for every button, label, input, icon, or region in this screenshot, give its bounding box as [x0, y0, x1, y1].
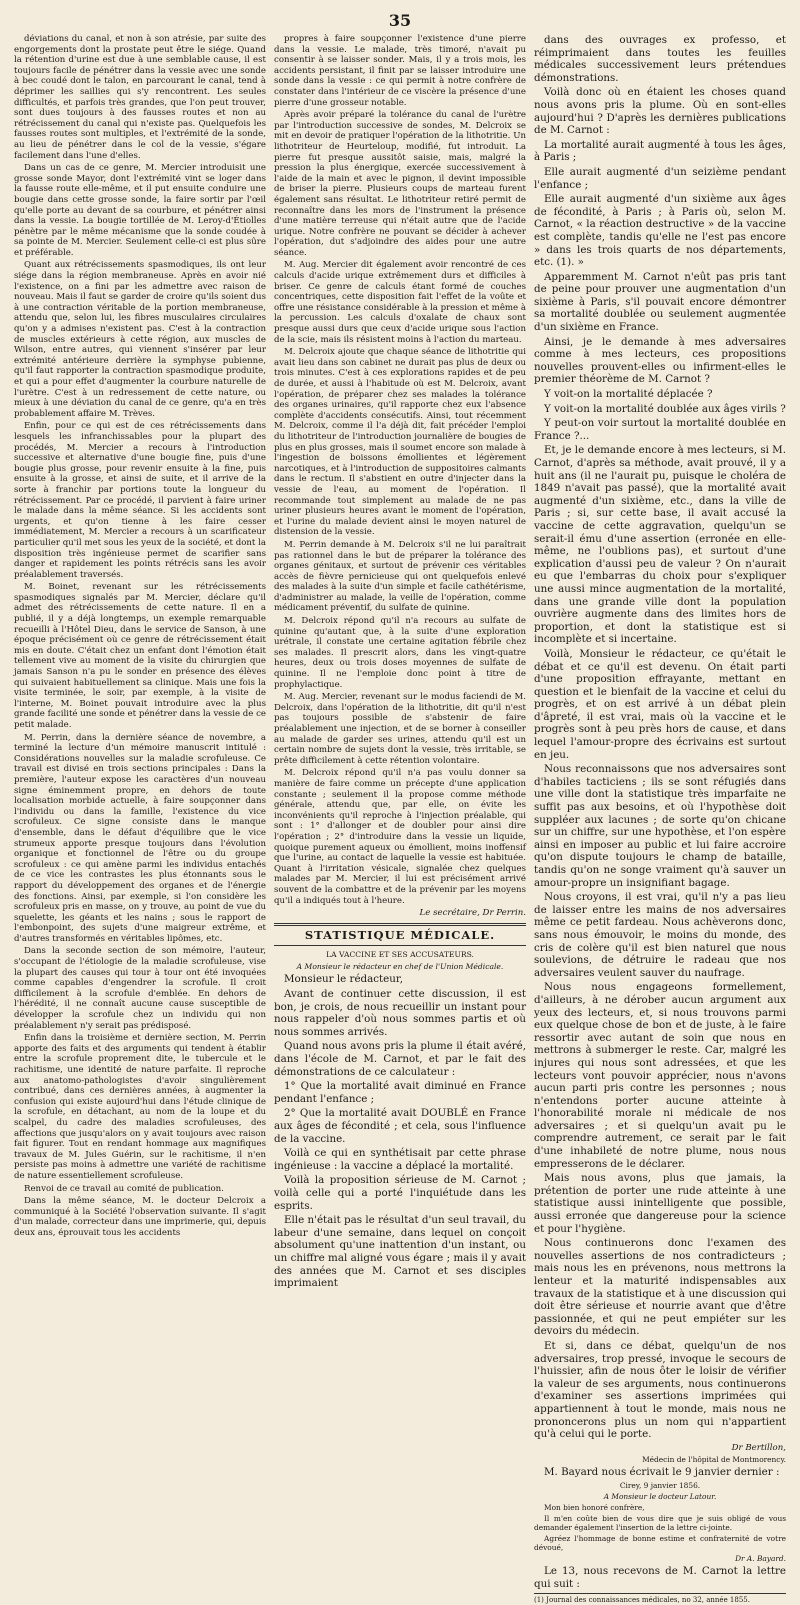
bayard-signature: Dr A. Bayard. [735, 1553, 786, 1563]
paragraph: Avant de continuer cette discussion, il est bon, je crois, de nous recueillir un instant pour nous rappeler d'où nous sommes partis et où nous sommes arrivés. [274, 988, 526, 1038]
paragraph: M. Perrin, dans la dernière séance de novembre, a terminé la lecture d'un mémoire manuscrit intitulé : Considérations nouvelles sur la maladie scrofuleuse. Ce travail est divisé en trois sections principales : Dans la première, l'auteur expose les caractères d'un nouveau signe éminemment propre, en dehors de toute localisation morbide actuelle, à faire soupçonner dans l'individu ou dans la famille, l'existence du vice scrofuleux. Ce signe consiste dans le manque d'ensemble, dans le défaut d'équilibre que le vice strumeux apporte presque toujours dans l'évolution organique et fonctionnel de l'être ou du groupe scrofuleux : ce qui amène parmi les individus entachés de ce vice les contrastes les plus étonnants sous le rapport du développement des organes et de l'énergie des fonctions. Ainsi, par exemple, si l'on considère les scrofuleux pris en masse, on y trouve, au point de vue du squelette, les géants et les nains ; sous le rapport de l'embonpoint, des sujets d'une maigreur extrême, et d'autres transformés en véritables lipômes, etc. [14, 732, 266, 944]
paragraph: Il m'en coûte bien de vous dire que je suis obligé de vous demander également l'insertion de la lettre ci-jointe. [534, 1513, 786, 1532]
paragraph: dans des ouvrages ex professo, et réimprimaient dans toutes les feuilles médicales successivement leurs prétendues démonstrations. [534, 34, 786, 84]
paragraph: Quant aux rétrécissements spasmodiques, ils ont leur siége dans la région membraneuse. Après en avoir nié l'existence, on a fini par les admettre avec raison de nouveau. Mais il faut se garder de croire qu'ils soient dus à une contraction véritable de la portion membraneuse, attendu que, selon lui, les fibres musculaires circulaires qu'on y a admises n'existent pas. C'est à la contraction de muscles extérieurs à cette région, aux muscles de Wilson, entre autres, qui viennent s'insérer par leur extrémité antérieure derrière la symphyse pubienne, qu'il faut rapporter la contraction spasmodique produite, et qui a pour effet d'augmenter la courbure naturelle de l'urètre. C'est à un redressement de cette nature, ou mieux à une déviation du canal de ce genre, qu'a en très probablement affaire M. Trèves. [14, 260, 266, 419]
paragraph: Monsieur le rédacteur, [284, 973, 403, 986]
secretary-signature: Le secrétaire, Dr Perrin. [419, 908, 526, 919]
paragraph: Voilà donc où en étaient les choses quand nous avons pris la plume. Où en sont-elles aujourd'hui ? D'après les dernières publications de M. Carnot : [534, 86, 786, 137]
bertillon-role: Médecin de l'hôpital de Montmorency. [642, 1455, 786, 1465]
paragraph: Renvoi de ce travail au comité de publication. [24, 1183, 224, 1194]
paragraph: Y peut-on voir surtout la mortalité doublée en France ?... [534, 417, 786, 442]
closing-line: Le 13, nous recevons de M. Carnot la lettre qui suit : [534, 1564, 786, 1590]
paragraph: Enfin, pour ce qui est de ces rétrécissements dans lesquels les infranchissables pour la plupart des procédés, M. Mercier a recours à l'introduction successive et alternative d'une bougie fine, puis d'une bougie plus grosse, pour revenir ensuite à la fine, puis ensuite à la grosse, et ainsi de suite, et il arrive de la sorte à franchir par portions toute la longueur du rétrécissement. Par ce procédé, il parvient à faire uriner le malade dans la même séance. Si les accidents sont urgents, et qu'on tienne à les faire cesser immédiatement, M. Mercier a recours à un scarificateur particulier qu'il met sous les yeux de la société, et dont la disposition très ingénieuse permet de scarifier sans danger et rapidement les points rétrécis sans les avoir préalablement traversés. [14, 421, 266, 580]
column-1 [14, 34, 266, 1238]
paragraph: Mais nous avons, plus que jamais, la prétention de porter une rude atteinte à une statistique aussi inintelligente que possible, aussi erronée que dangereuse pour la science et pour l'hygiène. [534, 1172, 786, 1235]
paragraph: Y voit-on la mortalité doublée aux âges virils ? [544, 402, 786, 415]
paragraph: Mon bien honoré confrère, [544, 1502, 645, 1512]
paragraph: Voilà la proposition sérieuse de M. Carnot ; voilà celle qui a porté l'inquiétude dans les esprits. [274, 1174, 526, 1212]
paragraph: Enfin dans la troisième et dernière section, M. Perrin apporte des faits et des arguments qui tendent à établir entre la scrofule proprement dite, le tubercule et le rachitisme, une identité de nature parfaite. Il reproche aux anatomo-pathologistes d'avoir singulièrement contribué, dans ces dernières années, à augmenter la confusion qui existe aujourd'hui dans l'étude clinique de la scrofule, en détachant, au nom de la loupe et du scalpel, du cadre des maladies scrofuleuses, des affections que jusqu'alors on y avait toujours avec raison fait figurer. Tout en rendant hommage aux magnifiques travaux de M. Jules Guérin, sur le rachitisme, il n'en persiste pas moins à admettre une variété de rachitisme de nature essentiellement scrofuleuse. [14, 1033, 266, 1181]
paragraph: Elle n'était pas le résultat d'un seul travail, du labeur d'une semaine, dans lequel on conçoit absolument qu'une inattention d'un instant, ou un chiffre mal aligné vous égare ; mais il y avait des années que M. Carnot et ses disciples imprimaient [274, 1214, 526, 1290]
paragraph: Y voit-on la mortalité déplacée ? [544, 388, 713, 401]
paragraph: M. Delcroix répond qu'il n'a recours au sulfate de quinine qu'autant que, à la suite d'une exploration urétrale, il constate une certaine agitation fébrile chez ses malades. Il prescrit alors, dans les vingt-quatre heures, deux ou trois doses moyennes de sulfate de quinine. Il ne l'emploie donc point à titre de prophylactique. [274, 616, 526, 690]
paragraph: Nous nous engageons formellement, d'ailleurs, à ne dérober aucun argument aux yeux des lecteurs, et, si nous trouvons parmi eux quelque chose de bon et de juste, à le faire ressortir avec autant de soin que nous en mettrons à submerger le reste. Car, malgré les injures qui nous sont adressées, et que les lecteurs vont pouvoir apprécier, nous n'avons aucun parti pris contre les personnes ; nous n'entendons porter aucune atteinte à l'honorabilité morale ni médicale de nos adversaires ; et si quelqu'un avait pu le comprendre autrement, ce serait par le fait d'une inhabileté de notre plume, nous nous empresserons de le déclarer. [534, 981, 786, 1170]
paragraph: Nous croyons, il est vrai, qu'il n'y a pas lieu de laisser entre les mains de nos adversaires même ce petit fardeau. Nous achèverons donc, sans nous émouvoir, le moins du monde, des cris de colère qu'il est bien naturel que nous soulevions, de détruire le radeau que nos adversaires veulent sauver du naufrage. [534, 891, 786, 979]
paragraph: M. Delcroix ajoute que chaque séance de lithotritie qui avait lieu dans son cabinet ne durait pas plus de deux ou trois minutes. C'est à ces explorations rapides et de peu de durée, et aussi à l'habitude où est M. Delcroix, avant l'opération, de préparer chez ses malades la tolérance des organes urinaires, qu'il rapporte chez eux l'absence complète d'accidents consécutifs. Ainsi, tout récemment M. Delcroix, comme il l'a déjà dit, fait précéder l'emploi du lithotriteur de l'introduction journalière de bougies de plus en plus grosses, mais il soumet encore son malade à l'ingestion de boissons émollientes et légèrement narcotiques, et à l'introduction de suppositoires calmants dans le rectum. Il s'abstient en outre d'injecter dans la vessie de l'eau, au moment de l'opération. Il recommande tout simplement au malade de ne pas uriner plusieurs heures avant le moment de l'opération, et l'urine du malade devient ainsi le moyen naturel de distension de la vessie. [274, 347, 526, 538]
page-number: 35 [388, 11, 412, 30]
paragraph: Nous reconnaissons que nos adversaires sont d'habiles tacticiens ; ils se sont réfugiés dans une ville dont la statistique très imparfaite ne suffit pas aux besoins, et où l'hypothèse doit suppléer aux lacunes ; de sorte qu'on chicane sur un chiffre, sur une hypothèse, et l'on espère ainsi en imposer au public et lui faire accroire qu'on dispute toujours le champ de bataille, tandis qu'on ne songe vraiment qu'à sauver un amour-propre un insignifiant bagage. [534, 763, 786, 889]
paragraph: M. Aug. Mercier dit également avoir rencontré de ces calculs d'acide urique extrêmement durs et difficiles à briser. Ce genre de calculs étant formé de couches concentriques, cette disposition fait l'effet de la voûte et offre une résistance considérable à la pression et même à la percussion. Les calculs d'oxalate de chaux sont presque aussi durs que ceux d'acide urique sous l'action de la scie, mais ils résistent moins à l'action du marteau. [274, 260, 526, 345]
paragraph: Elle aurait augmenté d'un seizième pendant l'enfance ; [534, 165, 786, 191]
paragraph: Dans la seconde section de son mémoire, l'auteur, s'occupant de l'étiologie de la maladie scrofuleuse, vise la plupart des causes qui tour à tour ont été invoquées comme capables d'engendrer la scrofule. Il croit difficilement à la scrofule d'emblée. En dehors de l'hérédité, il ne connaît aucune cause susceptible de développer la scrofule chez un individu qui non préalablement n'y serait pas prédisposé. [14, 946, 266, 1031]
paragraph: Après avoir préparé la tolérance du canal de l'urètre par l'introduction successive de sondes, M. Delcroix se mit en devoir de pratiquer l'opération de la lithotritie. Un lithotriteur de Heurteloup, modifié, fut introduit. La pierre fut presque aussitôt saisie, mais, malgré la pression la plus énergique, exercée successivement à l'aide de la main et avec le pignon, il devint impossible de briser la pierre. Plusieurs coups de marteau furent également sans résultat. Le lithotriteur retiré permit de reconnaître dans les mors de l'instrument la présence d'une matière terreuse qui n'était autre que de l'acide urique. Notre confrère ne pouvant se décider à achever l'opération, dut s'adjoindre des aides pour une autre séance. [274, 110, 526, 258]
paragraph: Dans la même séance, M. le docteur Delcroix a communiqué à la Société l'observation suivante. Il s'agit d'un malade, correcteur dans une imprimerie, qui, depuis deux ans, éprouvait tous les accidents [14, 1196, 266, 1238]
paragraph: Nous continuerons donc l'examen des nouvelles assertions de nos contradicteurs ; mais nous les en prévenons, nous mettrons la lenteur et la maturité indispensables aux travaux de la statistique et à une discussion qui doit être sérieuse et nourrie avant que d'être passionnée, et qui ne peut empiéter sur les devoirs du médecin. [534, 1237, 786, 1338]
paragraph: Dans un cas de ce genre, M. Mercier introduisit une grosse sonde Mayor, dont l'extrémité vint se loger dans la fausse route elle-même, et il put ensuite conduire une bougie dans cette grosse sonde, la faire sortir par l'œil qu'elle porte au devant de sa courbure, et pénétrer ainsi dans la vessie. La bougie tortillée de M. Leroy-d'Étiolles pénètre par le même mécanisme que la sonde coudée à sa pointe de M. Mercier. Seulement celle-ci est plus sûre et préférable. [14, 163, 266, 258]
paragraph: Et si, dans ce débat, quelqu'un de nos adversaires, trop pressé, invoque le secours de l'huissier, afin de nous ôter le loisir de vérifier la valeur de ses arguments, nous continuerons d'examiner ses assertions imprimées qui appartiennent à tout le monde, mais nous ne prononcerons plus un nom qui n'appartient qu'à celui qui le porte. [534, 1339, 786, 1441]
paragraph: M. Aug. Mercier, revenant sur le modus faciendi de M. Delcroix, dans l'opération de la lithotritie, dit qu'il n'est pas toujours possible de s'abstenir de faire préalablement une injection, et de se borner à conseiller au malade de garder ses urines, attendu qu'il est un certain nombre de sujets dont la vessie, très irritable, se prête difficilement à cette rétention volontaire. [274, 692, 526, 766]
article-headline: LA VACCINE ET SES ACCUSATEURS. [326, 950, 474, 960]
paragraph: La mortalité aurait augmenté à tous les âges, à Paris ; [534, 138, 786, 164]
title-rule [274, 945, 526, 946]
column-3 [534, 34, 786, 1605]
bertillon-signature: Dr Bertillon, [731, 1442, 786, 1453]
paragraph: Quand nous avons pris la plume il était avéré, dans l'école de M. Carnot, et par le fait des démonstrations de ce calculateur : [274, 1040, 526, 1078]
paragraph: Voilà ce qui en synthétisait par cette phrase ingénieuse : la vaccine a déplacé la mortalité. [274, 1147, 526, 1172]
paragraph: 1° Que la mortalité avait diminué en France pendant l'enfance ; [274, 1080, 526, 1105]
paragraph: Apparemment M. Carnot n'eût pas pris tant de peine pour prouver une augmentation d'un sixième à Paris, s'il pouvait encore démontrer sa mortalité doublée ou seulement augmentée d'un sixième en France. [534, 270, 786, 334]
footnote: (1) Journal des connaissances médicales, no 32, année 1855. [534, 1593, 786, 1604]
paragraph: propres à faire soupçonner l'existence d'une pierre dans la vessie. Le malade, très timoré, n'avait pu consentir à se laisser sonder. Mais, il y a trois mois, les accidents persistant, il finit par se laisser introduire une sonde dans la vessie : ce qui permit à notre confrère de constater dans l'intérieur de ce viscère la présence d'une pierre d'une grosseur notable. [274, 34, 526, 108]
paragraph: déviations du canal, et non à son atrésie, par suite des engorgements dont la prostate peut être le siége. Quand la rétention d'urine est due à une semblable cause, il est toujours facile de pénétrer dans la vessie avec une sonde à bec coudé dont le talon, en parcourant le canal, tend à déprimer les saillies qui s'y rencontrent. Les seules difficultés, et parfois très grandes, que l'on peut trouver, sont dues toujours à des fausses routes et non au rétrécissement du canal qui n'existe pas. Quelquefois les fausses routes sont multiples, et l'extrémité de la sonde, au lieu de pénétrer dans le col de la vessie, s'égare facilement dans l'une d'elles. [14, 34, 266, 161]
bayard-intro: M. Bayard nous écrivait le 9 janvier dernier : [544, 1466, 780, 1479]
paragraph: 2° Que la mortalité avait DOUBLÉ en France aux âges de fécondité ; et cela, sous l'influence de la vaccine. [274, 1107, 526, 1145]
paragraph: Et, je le demande encore à mes lecteurs, si M. Carnot, d'après sa méthode, avait prouvé, il y a huit ans (il ne l'aurait pu, puisque le choléra de 1849 n'avait pas passé), que la mortalité avait augmenté d'un sixième, etc., dans la ville de Paris ; si, sur cette base, il avait accusé la vaccine de cette aggravation, quelqu'un se serait-il ému d'une assertion (erronée en elle-même, ne l'oublions pas), et surtout d'une explication d'aussi peu de valeur ? On n'aurait eu que l'embarras du choix pour s'expliquer une aussi mince augmentation de la mortalité, dans une grande ville dont la population ouvrière augmente dans des limites hors de proportion, et dont la statistique est si incomplète et si incertaine. [534, 444, 786, 646]
paragraph: M. Delcroix répond qu'il n'a pas voulu donner sa manière de faire comme un précepte d'une application constante ; seulement il la propose comme méthode générale, attendu que, par elle, on évite les inconvénients qu'il reproche à l'injection préalable, qui sont : 1° d'allonger et de doubler pour ainsi dire l'opération ; 2° d'introduire dans la vessie un liquide, quoique purement aqueux ou émollient, moins inoffensif que l'urine, au contact de laquelle la vessie est habituée. Quant à l'irritation vésicale, signalée chez quelques malades par M. Mercier, il lui est précisément arrivé souvent de la combattre et de la prévenir par les moyens qu'il a indiqués tout à l'heure. [274, 768, 526, 906]
paragraph: Ainsi, je le demande à mes adversaires comme à mes lecteurs, ces propositions nouvelles prouvent-elles ou infirment-elles le premier théorème de M. Carnot ? [534, 335, 786, 386]
section-title: STATISTIQUE MÉDICALE. [304, 927, 496, 942]
paragraph: M. Perrin demande à M. Delcroix s'il ne lui paraîtrait pas rationnel dans le but de préparer la tolérance des organes génitaux, et surtout de prévenir ces véritables accès de fièvre pernicieuse qui ont quelquefois enlevé des malades à la suite d'un simple et facile cathétérisme, d'administrer au malade, la veille de l'opération, comme médicament préventif, du sulfate de quinine. [274, 539, 526, 614]
bayard-date: Cirey, 9 janvier 1856. [619, 1480, 701, 1490]
paragraph: Elle aurait augmenté d'un sixième aux âges de fécondité, à Paris ; à Paris où, selon M. Carnot, « la réaction destructive » de la vaccine est complète, tandis qu'elle ne l'est pas encore » dans les trois quarts de nos départements, etc. (1). » [534, 193, 786, 269]
paragraph: Agréez l'hommage de bonne estime et confraternité de votre dévoué, [534, 1533, 786, 1552]
bayard-address: A Monsieur le docteur Latour. [603, 1491, 717, 1501]
paragraph: Voilà, Monsieur le rédacteur, ce qu'était le débat et ce qu'il est devenu. On était parti d'une proposition effrayante, mettant en question et le bienfait de la vaccine et celui du progrès, et on est arrivé à un débat plein d'âpreté, il est vrai, mais où la vaccine et le progrès sont à peu près hors de cause, et dans lequel l'amour-propre des écrivains est surtout en jeu. [534, 647, 786, 761]
column-2 [274, 34, 526, 1290]
paragraph: M. Boinet, revenant sur les rétrécissements spasmodiques signalés par M. Mercier, déclare qu'il admet des rétrécissements de cette nature. Il en a publié, il y a déjà longtemps, un exemple remarquable recueilli à l'Hôtel Dieu, dans le service de Sanson, à une époque précisément où ce genre de rétrécissement était mis en doute. C'était chez un enfant dont l'émotion était tellement vive au moment de la visite du chirurgien que jamais Sanson n'a pu le sonder en présence des élèves qui suivaient habituellement sa clinique. Mais une fois la visite terminée, le soir, par exemple, à la visite de l'interne, M. Boinet pouvait introduire avec la plus grande facilité une sonde et pénétrer dans la vessie de ce petit malade. [14, 582, 266, 730]
article-address: A Monsieur le rédacteur en chef de l'Union Médicale. [296, 961, 504, 971]
section-divider [274, 923, 526, 926]
